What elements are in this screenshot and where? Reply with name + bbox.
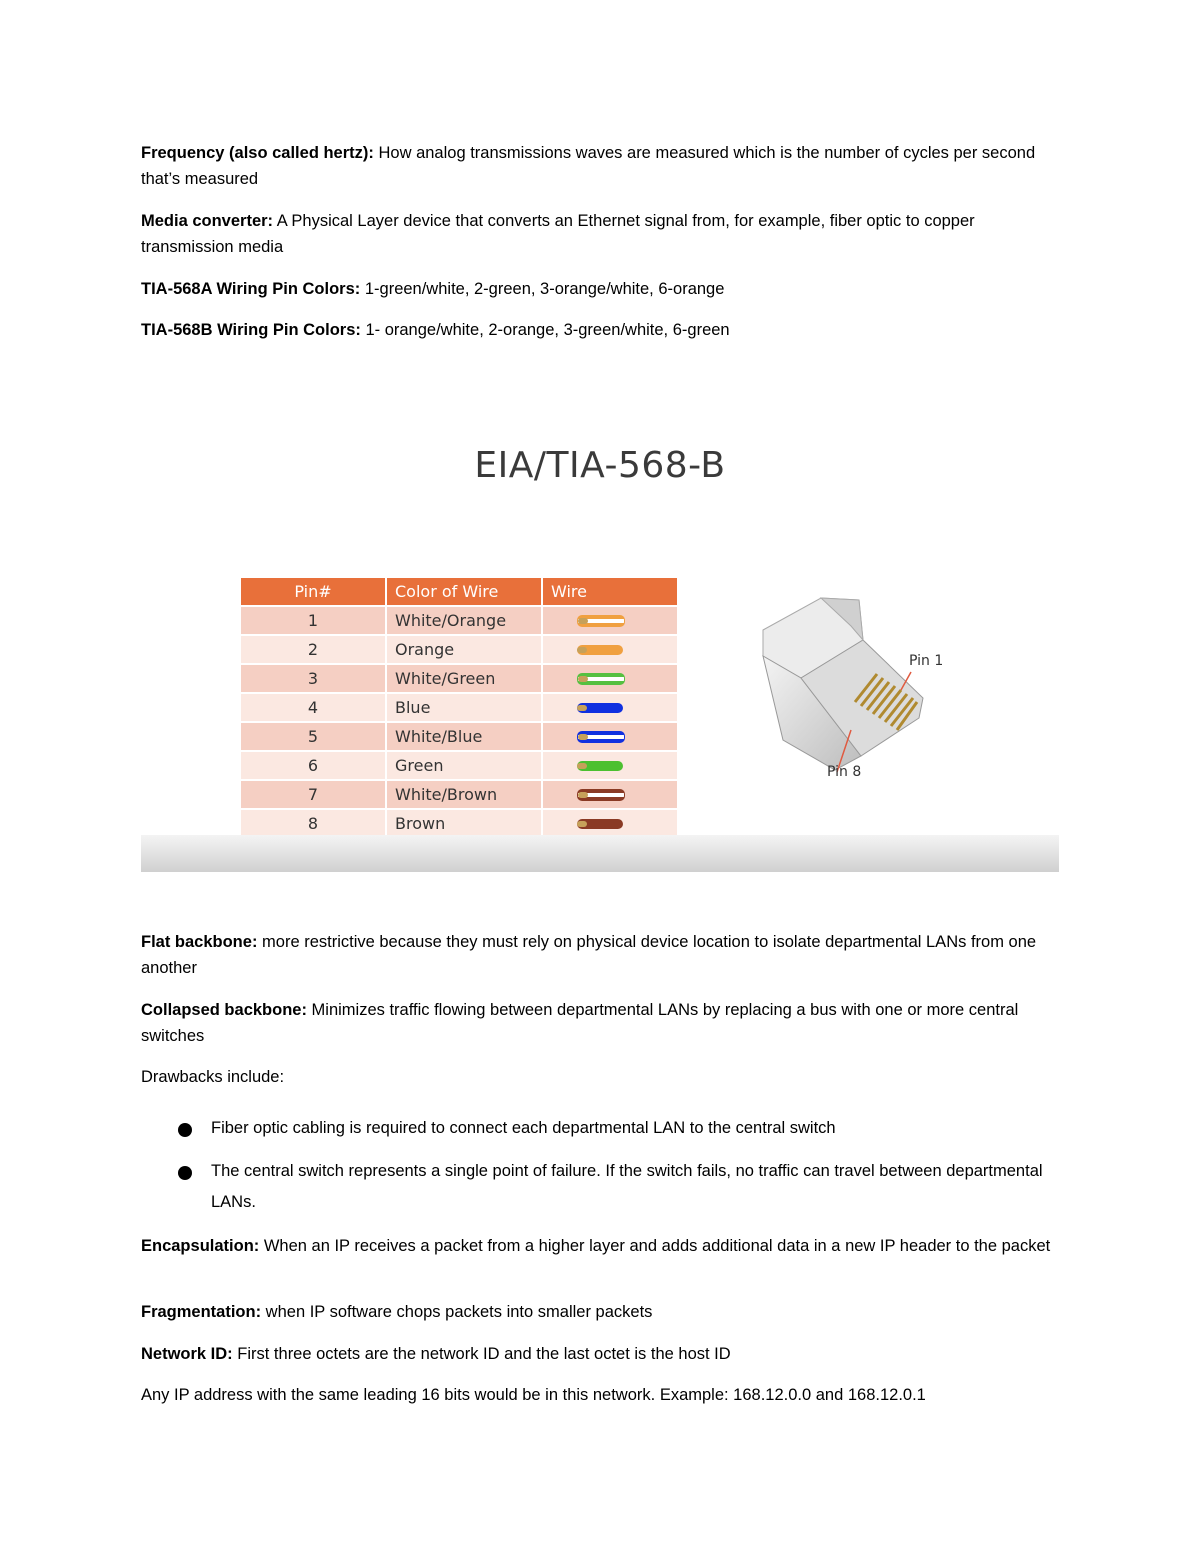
- wire-tip-icon: [577, 647, 587, 653]
- wire-color-cell: Green: [386, 751, 542, 780]
- drawbacks-list: [141, 1113, 1059, 1218]
- wiring-figure: [141, 395, 1059, 872]
- table-row: [241, 751, 678, 780]
- ip-example-paragraph: [141, 1382, 1059, 1408]
- pin-number-cell: 8: [241, 809, 386, 837]
- table-row: [241, 693, 678, 722]
- pin8-label: Pin 8: [827, 764, 862, 780]
- wire-color-cell: Blue: [386, 693, 542, 722]
- pin1-label: Pin 1: [909, 653, 944, 669]
- wire-swatch-cell: [542, 751, 678, 780]
- term: Flat backbone:: [141, 933, 258, 951]
- definition-text: First three octets are the network ID and the last octet is the host ID: [232, 1345, 731, 1363]
- definition-tia-568a: [141, 276, 1059, 302]
- definition-fragmentation: [141, 1299, 1059, 1325]
- wire-icon: [577, 731, 625, 743]
- table-row: [241, 664, 678, 693]
- term: Frequency (also called hertz):: [141, 144, 374, 162]
- wire-color-cell: White/Green: [386, 664, 542, 693]
- term: Network ID:: [141, 1345, 233, 1363]
- pin-number-cell: 2: [241, 635, 386, 664]
- definition-text: 1- orange/white, 2-orange, 3-green/white, 6-green: [360, 321, 730, 339]
- pin-number-cell: 4: [241, 693, 386, 722]
- definition-collapsed-backbone: [141, 997, 1059, 1049]
- wire-icon: [577, 645, 623, 655]
- rj45-connector-image: [751, 590, 1011, 790]
- wire-color-cell: White/Brown: [386, 780, 542, 809]
- definition-encapsulation: [141, 1233, 1059, 1259]
- drawbacks-heading: [141, 1064, 1059, 1090]
- list-item-text: Fiber optic cabling is required to connect each departmental LAN to the central switch: [211, 1119, 836, 1137]
- definition-text: Minimizes traffic flowing between departmental LANs by replacing a bus with one or more central switches: [141, 1001, 1019, 1045]
- table-row: [241, 780, 678, 809]
- wire-swatch-cell: [542, 722, 678, 751]
- list-item: [141, 1156, 1059, 1218]
- definition-text: 1-green/white, 2-green, 3-orange/white, 6-orange: [360, 280, 725, 298]
- definition-text: A Physical Layer device that converts an Ethernet signal from, for example, fiber optic to copper transmission media: [141, 212, 975, 256]
- list-item: [141, 1113, 1059, 1144]
- header-pin: Pin#: [241, 578, 386, 606]
- table-row: [241, 809, 678, 837]
- wire-tip-icon: [578, 792, 588, 798]
- definition-flat-backbone: [141, 929, 1059, 981]
- term: Media converter:: [141, 212, 274, 230]
- term: TIA-568B Wiring Pin Colors:: [141, 321, 361, 339]
- pin-number-cell: 1: [241, 606, 386, 635]
- bullet-icon: [178, 1123, 192, 1137]
- term: Fragmentation:: [141, 1303, 262, 1321]
- definition-text: When an IP receives a packet from a higher layer and adds additional data in a new IP header to the packet: [259, 1237, 1051, 1255]
- term: Collapsed backbone:: [141, 1001, 307, 1019]
- wire-swatch-cell: [542, 664, 678, 693]
- header-wire: Wire: [542, 578, 678, 606]
- table-header-row: [241, 578, 678, 606]
- figure-title: EIA/TIA-568-B: [474, 445, 726, 486]
- pin-number-cell: 3: [241, 664, 386, 693]
- wire-icon: [577, 819, 623, 829]
- wire-icon: [577, 615, 625, 627]
- table-row: [241, 606, 678, 635]
- definition-text: when IP software chops packets into smaller packets: [261, 1303, 653, 1321]
- wire-color-cell: Orange: [386, 635, 542, 664]
- wire-swatch-cell: [542, 809, 678, 837]
- table-row: [241, 722, 678, 751]
- wire-icon: [577, 673, 625, 685]
- definition-media-converter: [141, 208, 1059, 260]
- wire-tip-icon: [578, 734, 588, 740]
- pin-number-cell: 5: [241, 722, 386, 751]
- definition-tia-568b: [141, 317, 1059, 343]
- pin-number-cell: 6: [241, 751, 386, 780]
- wire-tip-icon: [577, 705, 587, 711]
- wire-icon: [577, 761, 623, 771]
- paragraph-text: Any IP address with the same leading 16 bits would be in this network. Example: 168.12.0.0 and 168.12.0.1: [141, 1386, 926, 1404]
- pin-number-cell: 7: [241, 780, 386, 809]
- wire-tip-icon: [577, 763, 587, 769]
- wire-tip-icon: [578, 676, 588, 682]
- wire-swatch-cell: [542, 606, 678, 635]
- wire-swatch-cell: [542, 780, 678, 809]
- wire-tip-icon: [577, 821, 587, 827]
- definition-frequency: [141, 140, 1059, 192]
- wire-icon: [577, 703, 623, 713]
- wire-color-cell: White/Orange: [386, 606, 542, 635]
- table-row: [241, 635, 678, 664]
- wire-swatch-cell: [542, 693, 678, 722]
- pin-table: [241, 578, 679, 837]
- wire-tip-icon: [578, 618, 588, 624]
- header-color: Color of Wire: [386, 578, 542, 606]
- wire-icon: [577, 789, 625, 801]
- list-item-text: The central switch represents a single point of failure. If the switch fails, no traffic can travel between departmental LANs.: [211, 1162, 1043, 1211]
- term: TIA-568A Wiring Pin Colors:: [141, 280, 361, 298]
- figure-divider: [141, 835, 1059, 872]
- wire-color-cell: Brown: [386, 809, 542, 837]
- definition-network-id: [141, 1341, 1059, 1367]
- paragraph-text: Drawbacks include:: [141, 1068, 285, 1086]
- wire-color-cell: White/Blue: [386, 722, 542, 751]
- bullet-icon: [178, 1166, 192, 1180]
- definition-text: How analog transmissions waves are measured which is the number of cycles per second that’s measured: [141, 144, 1036, 188]
- term: Encapsulation:: [141, 1237, 260, 1255]
- definition-text: more restrictive because they must rely on physical device location to isolate departmental LANs from one another: [141, 933, 1037, 977]
- wire-swatch-cell: [542, 635, 678, 664]
